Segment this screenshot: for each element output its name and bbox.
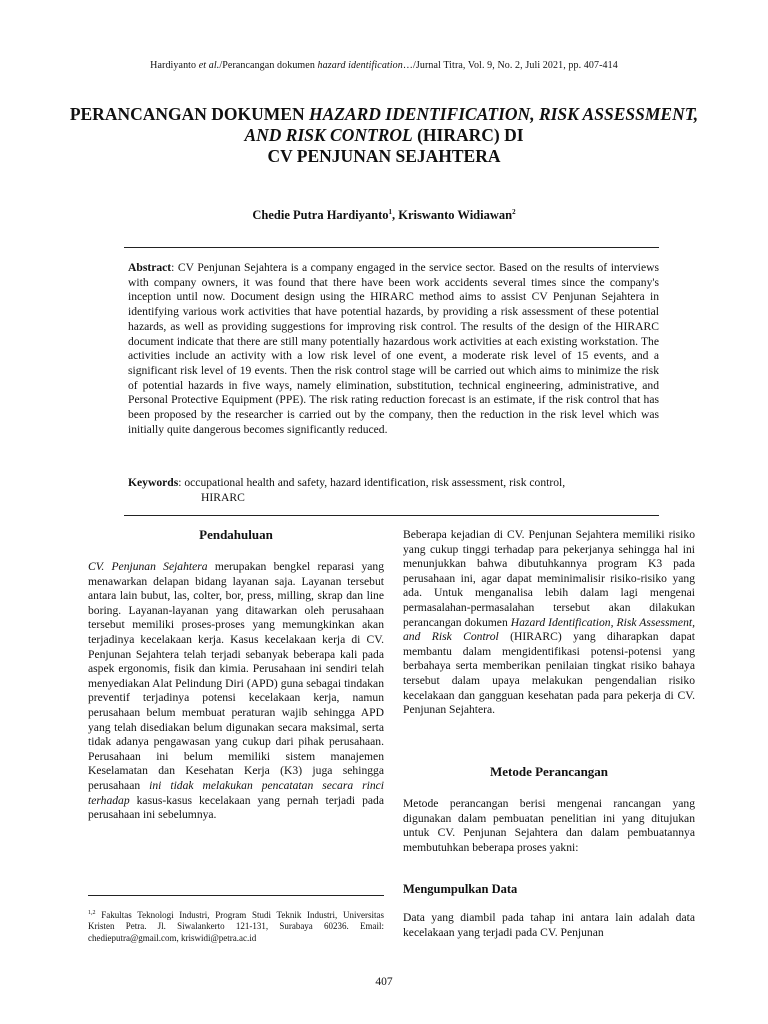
data-collection-body xyxy=(403,911,695,940)
footnote-rule xyxy=(88,895,384,896)
subsection-heading-data: Mengumpulkan Data xyxy=(403,882,518,896)
right-text1: Beberapa kejadian di CV. Penjunan Sejahtera memiliki risiko yang cukup tinggi terhadap para pekerjanya sehingga hal ini menunjukkan bahwa dibutuhkannya program K3 pada perusahaan ini, agar dapat meminimalisir risiko-risiko yang ada. Untuk menganalisa lebih dalam lagi mengenai permasalahan-permasalahan tersebut akan dilakukan perancangan dokumen xyxy=(403,528,695,629)
author-1-affil: 1 xyxy=(388,208,393,216)
method-body xyxy=(403,797,695,855)
keywords xyxy=(128,476,659,505)
author-2: Kriswanto Widiawan xyxy=(398,208,513,223)
abstract xyxy=(128,261,659,437)
running-head-etal: et al. xyxy=(198,60,220,71)
author-list xyxy=(0,208,768,223)
title-italic: HAZARD IDENTIFICATION, RISK ASSESSMENT, AND RISK CONTROL xyxy=(244,104,699,145)
title-part1: PERANCANGAN DOKUMEN xyxy=(69,104,309,124)
data-collection-text: Data yang diambil pada tahap ini antara lain adalah data kecelakaan yang terjadi pada CV. Penjunan xyxy=(403,911,695,939)
running-head-authors: Hardiyanto xyxy=(150,60,199,71)
abstract-top-rule xyxy=(124,247,659,248)
keywords-line1: : occupational health and safety, hazard identification, risk assessment, risk control, xyxy=(178,476,566,489)
author-sep: , xyxy=(392,208,399,223)
section-heading-intro: Pendahuluan xyxy=(199,527,273,542)
right-italic: Hazard Identification, Risk Assessment, and Risk Control xyxy=(403,615,695,644)
keywords-label: Keywords xyxy=(128,476,179,489)
abstract-bottom-rule xyxy=(124,515,659,516)
intro-italic-start: CV. Penjunan Sejahtera xyxy=(88,560,208,573)
title-part2: (HIRARC) DI xyxy=(412,125,524,145)
running-head xyxy=(0,60,768,71)
paper-title xyxy=(60,104,708,167)
running-head-journal: …/Jurnal Titra, Vol. 9, No. 2, Juli 2021, pp. 407-414 xyxy=(402,60,618,71)
section-heading-method: Metode Perancangan xyxy=(489,764,609,779)
footnote-sup: 1,2 xyxy=(88,910,96,916)
page-number: 407 xyxy=(375,976,393,988)
author-1: Chedie Putra Hardiyanto xyxy=(252,208,389,223)
intro-italic-mid: ini tidak melakukan pencatatan secara rinci terhadap xyxy=(88,778,385,807)
running-head-sep: /Perancangan dokumen xyxy=(219,60,318,71)
intro-continued xyxy=(403,528,695,718)
keywords-line2: HIRARC xyxy=(201,490,245,504)
title-line3: CV PENJUNAN SEJAHTERA xyxy=(267,146,501,166)
footnote-text: Fakultas Teknologi Industri, Program Studi Teknik Industri, Universitas Kristen Petra. Jl. Siwalankerto 121-131, Surabaya 60236. Email: chedieputra@gmail.com, kriswidi@petra.ac.id xyxy=(88,910,384,943)
intro-text1: merupakan bengkel reparasi yang menawarkan delapan bidang layanan saja. Layanan tersebut antara lain bubut, las, colter, bor, press, milling, skrap dan line boring. Layanan-layanan yang ditawarkan oleh perusahaan tersebut memiliki proses-proses yang memungkinkan akan terjadinya kecelakaan kerja. Kasus kecelakaan kerja di CV. Penjunan Sejahtera telah terjadi sebanyak beberapa kali pada aspek ergonomis, fisik dan kimia. Perusahaan ini sendiri telah menyediakan Alat Pelindung Diri (APD) guna sebagai tindakan preventif terjadinya potensi kecelakaan kerja, namun perusahaan belum membuat peraturan wajib sehingga APD yang telah disediakan belum digunakan secara maksimal, serta tidak adanya pengawasan yang cukup dari pihak perusahaan. Perusahaan ini belum memiliki sistem manajemen Keselamatan dan Kesehatan Kerja (K3) juga sehingga perusahaan xyxy=(88,560,384,792)
intro-text2: kasus-kasus kecelakaan yang pernah terjadi pada perusahaan ini sebelumnya. xyxy=(88,793,384,822)
intro-body xyxy=(88,560,384,823)
author-2-affil: 2 xyxy=(512,208,516,216)
footnote xyxy=(88,908,384,944)
method-text: Metode perancangan berisi mengenai rancangan yang digunakan dalam pembuatan penelitian ini yang ditujukan untuk CV. Penjunan Sejahtera dan dalam pembuatannya membutuhkan beberapa proses yakni: xyxy=(403,797,695,854)
running-head-topic: hazard identification xyxy=(317,60,403,71)
right-text2: (HIRARC) yang diharapkan dapat membantu dalam mengidentifikasi potensi-potensi yang berbahaya serta memberikan penilaian tingkat risiko bahaya tersebut dalam upaya melakukan pengendalian risiko kecelakaan dan gangguan kesehatan pada para pekerja di CV. Penjunan Sejahtera. xyxy=(403,630,695,717)
abstract-text: : CV Penjunan Sejahtera is a company engaged in the service sector. Based on the results of interviews with company owners, it was found that there have been work accidents several times since the company's inception until now. Document design using the HIRARC method aims to assist CV Penjunan Sejahtera in identifying various work activities that have potential hazards, by providing a risk assessment of these potential hazards, as well as providing suggestions for improving risk control. The results of the design of the HIRARC document indicate that there are still many potentially hazardous work activities at each existing workstation. The activities include an activity with a low risk level of one event, a moderate risk level of 15 events, and a significant risk level of 19 events. Then the risk control stage will be carried out which aims to minimize the risk of potential hazards in five ways, namely elimination, substitution, technical engineering, administrative, and Personal Protective Equipment (PPE). The risk rating reduction forecast is an estimate, if the risk control that has been proposed by the researcher is carried out by the company, then the reduction in the risk level which was initially quite dangerous becomes significantly reduced. xyxy=(128,261,659,436)
abstract-label: Abstract xyxy=(128,261,172,274)
